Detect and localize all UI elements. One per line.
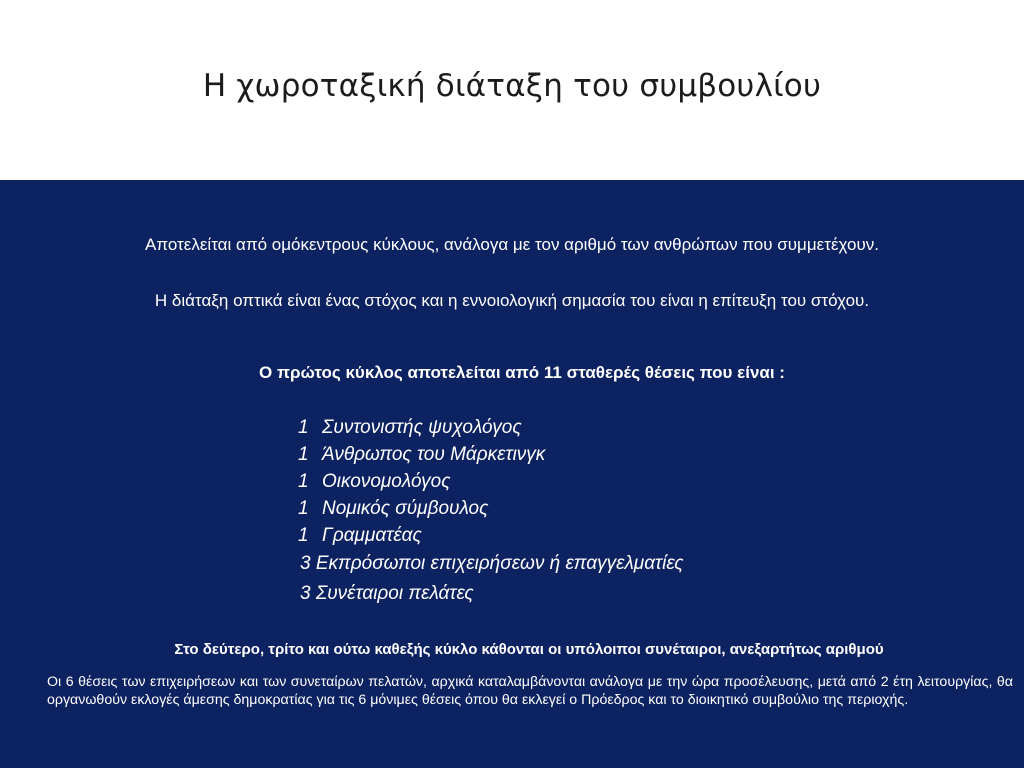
second-circle-heading: Στο δεύτερο, τρίτο και ούτω καθεξής κύκλο κάθονται οι υπόλοιποι συνέταιροι, ανεξαρτήτως αριθμού: [174, 641, 884, 658]
role-group-item: 3 Συνέταιροι πελάτες: [300, 583, 474, 604]
role-count: 1: [298, 471, 309, 492]
role-count: 1: [298, 444, 309, 465]
role-label: Οικονομολόγος: [322, 471, 451, 492]
role-label: Συντονιστής ψυχολόγος: [322, 417, 522, 438]
role-count: 1: [298, 498, 309, 519]
role-label: Γραμματέας: [322, 525, 422, 546]
role-item: [298, 441, 683, 468]
role-count: 1: [298, 417, 309, 438]
intro-line-1: Αποτελείται από ομόκεντρους κύκλους, ανάλογα με τον αριθμό των ανθρώπων που συμμετέχουν.: [145, 235, 879, 254]
role-label: Νομικός σύμβουλος: [322, 498, 489, 519]
role-item: [298, 468, 683, 495]
slide-title: Η χωροταξική διάταξη του συμβουλίου: [202, 68, 822, 104]
role-group-item: 3 Εκπρόσωποι επιχειρήσεων ή επαγγελματίες: [300, 553, 684, 574]
role-item: [298, 522, 683, 549]
role-item: [298, 495, 683, 522]
intro-line-2: Η διάταξη οπτικά είναι ένας στόχος και η εννοιολογική σημασία του είναι η επίτευξη του στόχου.: [154, 291, 870, 310]
first-circle-heading: Ο πρώτος κύκλος αποτελείται από 11 σταθερές θέσεις που είναι :: [259, 363, 785, 382]
role-label: Άνθρωπος του Μάρκετινγκ: [322, 444, 546, 465]
title-area: [0, 0, 1024, 180]
details-paragraph: Οι 6 θέσεις των επιχειρήσεων και των συνεταίρων πελατών, αρχικά καταλαμβάνονται ανάλογα με την ώρα προσέλευσης, μετά από 2 έτη λειτουργίας, θα οργανωθούν εκλογές άμεσης δημοκρατίας για τις 6 μόνιμες θέσεις όπου θα εκλεγεί ο Πρόεδρος και το διοικητικό συμβούλιο της περιοχής.: [47, 674, 1013, 708]
role-count: 1: [298, 525, 309, 546]
role-item: [298, 414, 683, 441]
roles-list: [298, 414, 683, 608]
content-panel: [0, 180, 1024, 768]
